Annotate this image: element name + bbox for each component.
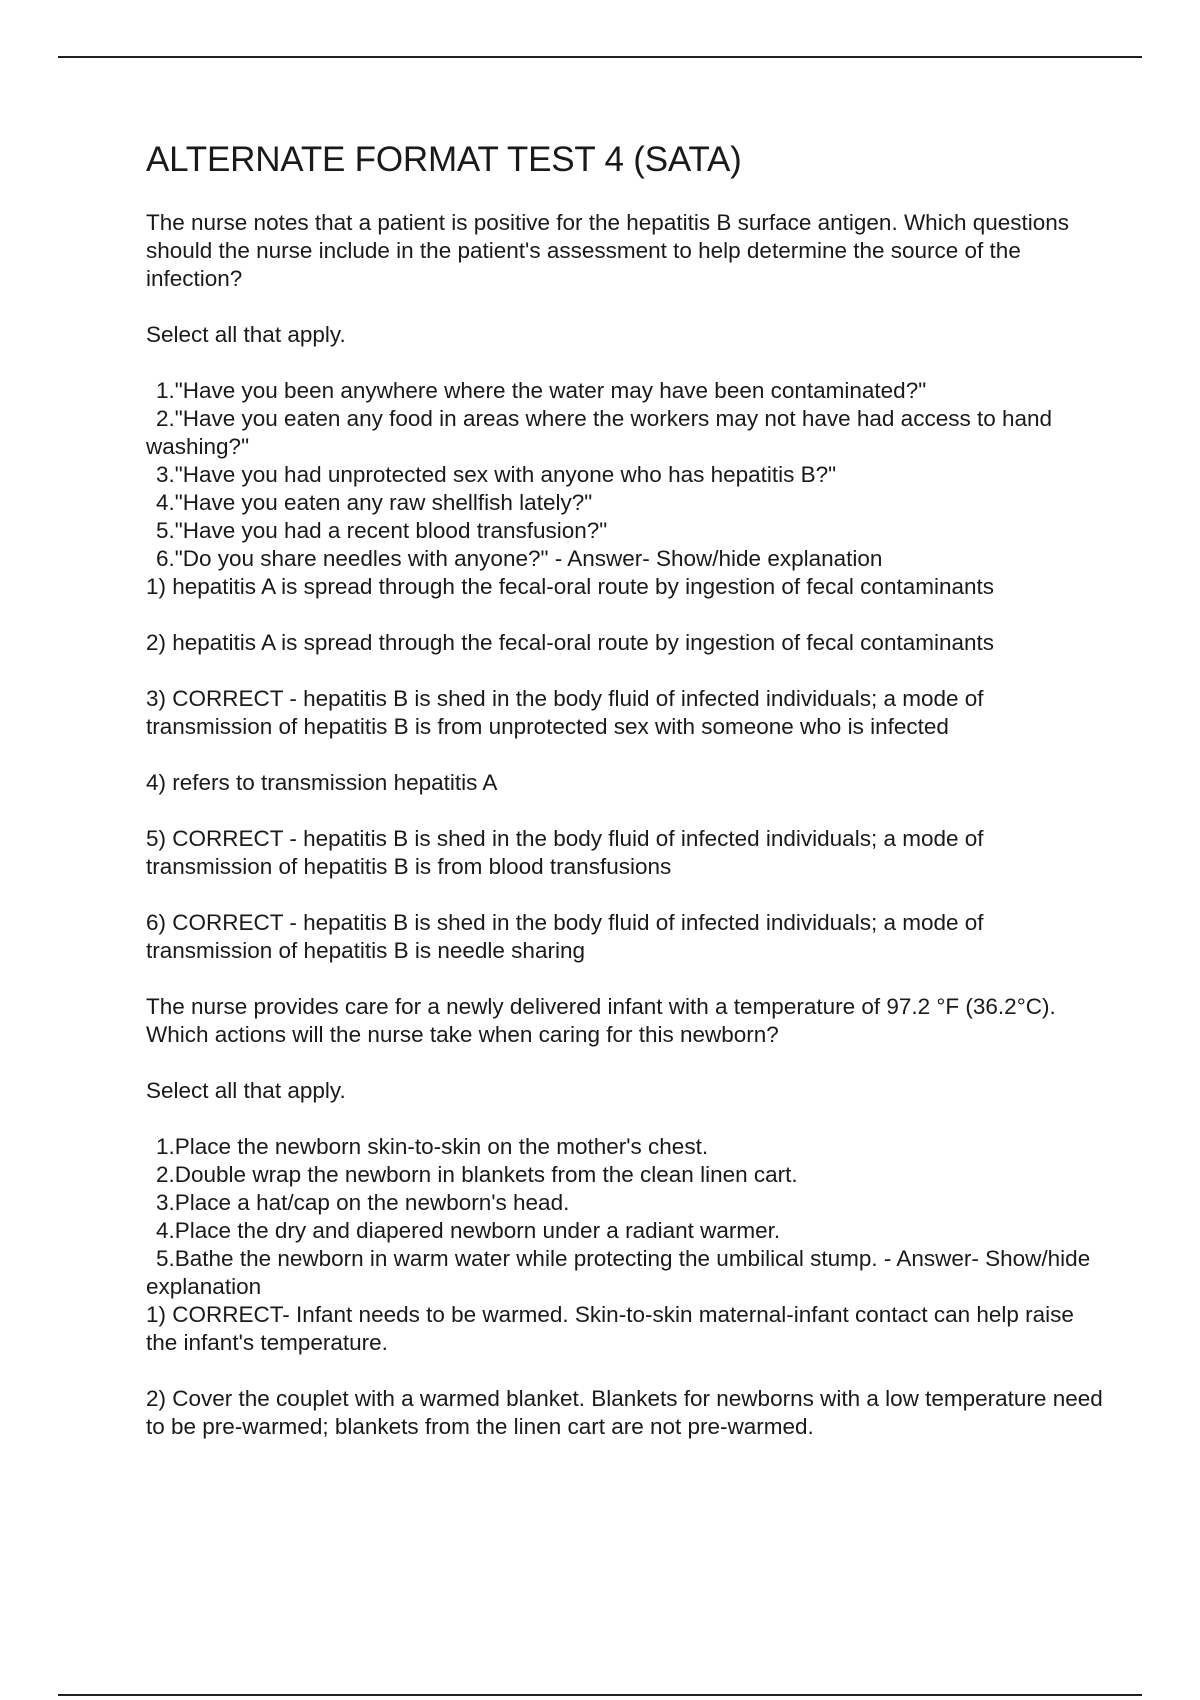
q1-option-2: 2."Have you eaten any food in areas where the workers may not have had access to hand washing?": [146, 406, 1053, 460]
q2-option-1: 1.Place the newborn skin-to-skin on the mother's chest.: [156, 1134, 709, 1160]
q1-explanation-6: 6) CORRECT - hepatitis B is shed in the body fluid of infected individuals; a mode of transmission of hepatitis B is needle sharing: [146, 910, 984, 964]
q1-explanation-4: 4) refers to transmission hepatitis A: [146, 770, 498, 796]
q1-option-6: 6."Do you share needles with anyone?" - Answer- Show/hide explanation: [156, 546, 883, 572]
q2-option-2: 2.Double wrap the newborn in blankets from the clean linen cart.: [156, 1162, 798, 1188]
header-rule: [58, 56, 1142, 58]
footer-rule: [58, 1694, 1142, 1696]
q2-stem: The nurse provides care for a newly delivered infant with a temperature of 97.2 °F (36.2°C). Which actions will the nurse take when caring for this newborn?: [146, 994, 1056, 1048]
q1-stem: The nurse notes that a patient is positive for the hepatitis B surface antigen. Which questions should the nurse include in the patient's assessment to help determine the source of the infection?: [146, 210, 1070, 292]
q1-option-1: 1."Have you been anywhere where the water may have been contaminated?": [156, 378, 927, 404]
q2-option-5: 5.Bathe the newborn in warm water while protecting the umbilical stump. - Answer- Show/hide explanation: [146, 1246, 1091, 1300]
q1-option-5: 5."Have you had a recent blood transfusion?": [156, 518, 608, 544]
q1-option-4: 4."Have you eaten any raw shellfish lately?": [156, 490, 593, 516]
q1-option-3: 3."Have you had unprotected sex with anyone who has hepatitis B?": [156, 462, 837, 488]
q2-options-list: [146, 1133, 1106, 1301]
q1-explanation-5: 5) CORRECT - hepatitis B is shed in the body fluid of infected individuals; a mode of transmission of hepatitis B is from blood transfusions: [146, 826, 984, 880]
q2-instruction: Select all that apply.: [146, 1078, 346, 1104]
q1-explanation-3: 3) CORRECT - hepatitis B is shed in the body fluid of infected individuals; a mode of transmission of hepatitis B is from unprotected sex with someone who is infected: [146, 686, 984, 740]
q1-explanation-1: 1) hepatitis A is spread through the fecal-oral route by ingestion of fecal contaminants: [146, 574, 995, 600]
q2-explanation-1: 1) CORRECT- Infant needs to be warmed. Skin-to-skin maternal-infant contact can help raise the infant's temperature.: [146, 1302, 1074, 1356]
document-page: [146, 140, 1106, 1441]
q1-options-list: [146, 377, 1106, 573]
q1-instruction: Select all that apply.: [146, 322, 346, 348]
q2-explanation-2: 2) Cover the couplet with a warmed blanket. Blankets for newborns with a low temperature need to be pre-warmed; blankets from the linen cart are not pre-warmed.: [146, 1386, 1103, 1440]
q1-explanation-2: 2) hepatitis A is spread through the fecal-oral route by ingestion of fecal contaminants: [146, 630, 995, 656]
q2-option-4: 4.Place the dry and diapered newborn under a radiant warmer.: [156, 1218, 781, 1244]
q2-option-3: 3.Place a hat/cap on the newborn's head.: [156, 1190, 570, 1216]
document-title: ALTERNATE FORMAT TEST 4 (SATA): [146, 140, 742, 179]
